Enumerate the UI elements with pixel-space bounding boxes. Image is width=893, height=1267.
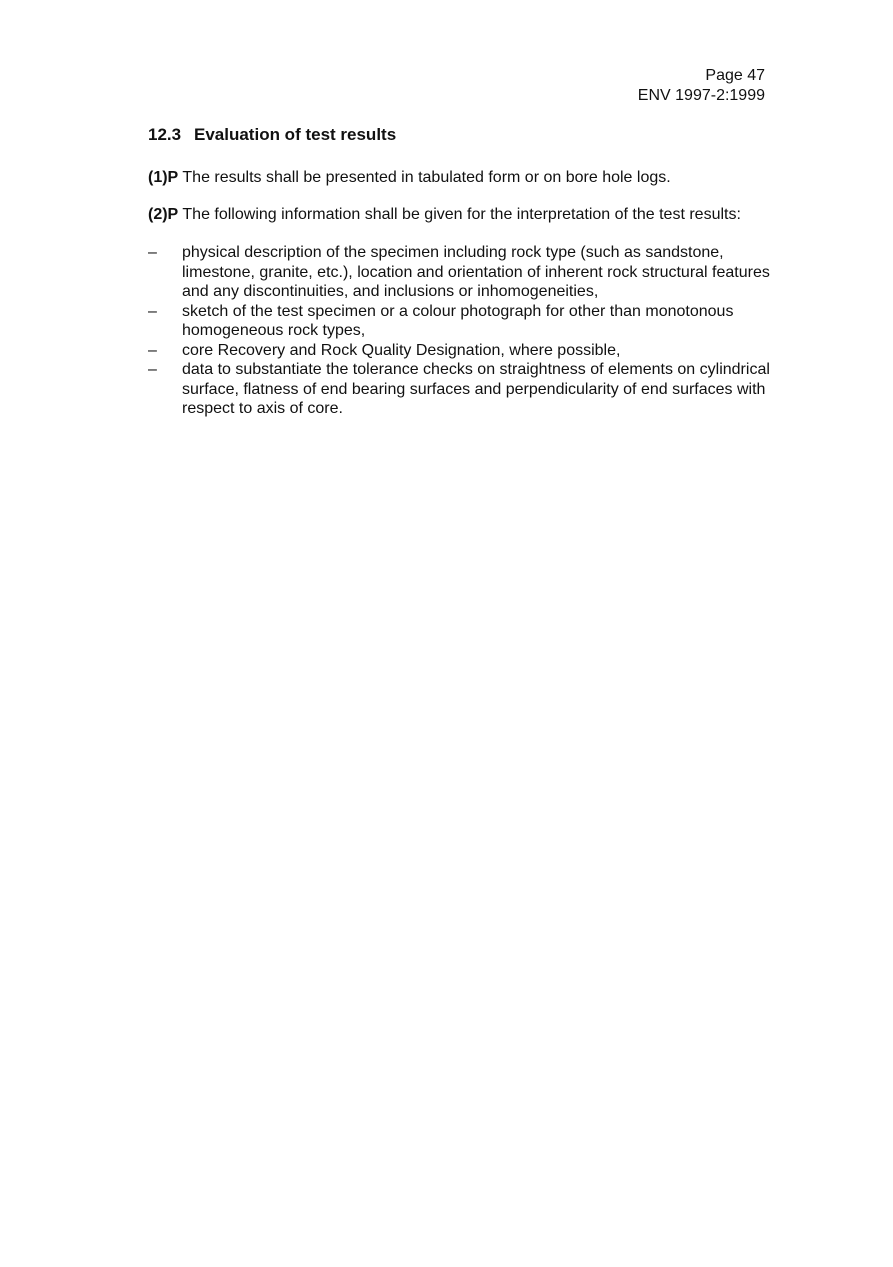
list-item-line: limestone, granite, etc.), location and orientation of inherent rock structural features [182, 263, 770, 281]
list-item-line: and any discontinuities, and inclusions or inhomogeneities, [182, 283, 599, 300]
list-item [148, 302, 808, 341]
list-item-line: surface, flatness of end bearing surfaces and perpendicularity of end surfaces with [182, 380, 766, 398]
dash-bullet: – [148, 244, 157, 261]
list-item-line: core Recovery and Rock Quality Designation, where possible, [182, 341, 621, 359]
dash-bullet: – [148, 302, 157, 320]
list-item-line: sketch of the test specimen or a colour photograph for other than monotonous [182, 302, 734, 320]
page-number: Page 47 [705, 67, 765, 84]
paragraph-tag: (1)P [148, 169, 179, 186]
list-item-line: homogeneous rock types, [182, 322, 366, 339]
section-number: 12.3 [148, 125, 182, 144]
paragraph-1 [148, 168, 798, 188]
requirements-list [148, 243, 808, 419]
standard-reference: ENV 1997-2:1999 [637, 87, 765, 104]
section-title: Evaluation of test results [194, 125, 397, 144]
list-item [148, 243, 808, 302]
page-header [638, 66, 765, 106]
list-item-line: physical description of the specimen including rock type (such as sandstone, [182, 244, 724, 261]
paragraph-tag: (2)P [148, 206, 179, 223]
paragraph-2 [148, 205, 798, 225]
paragraph-text: The results shall be presented in tabulated form or on bore hole logs. [182, 169, 671, 186]
list-item [148, 360, 808, 419]
list-item-line: data to substantiate the tolerance checks on straightness of elements on cylindrical [182, 361, 770, 378]
list-item [148, 341, 808, 361]
list-item-line: respect to axis of core. [182, 400, 343, 417]
section-heading [148, 124, 396, 146]
paragraph-text: The following information shall be given for the interpretation of the test results: [182, 206, 741, 223]
dash-bullet: – [148, 361, 157, 378]
dash-bullet: – [148, 341, 157, 359]
